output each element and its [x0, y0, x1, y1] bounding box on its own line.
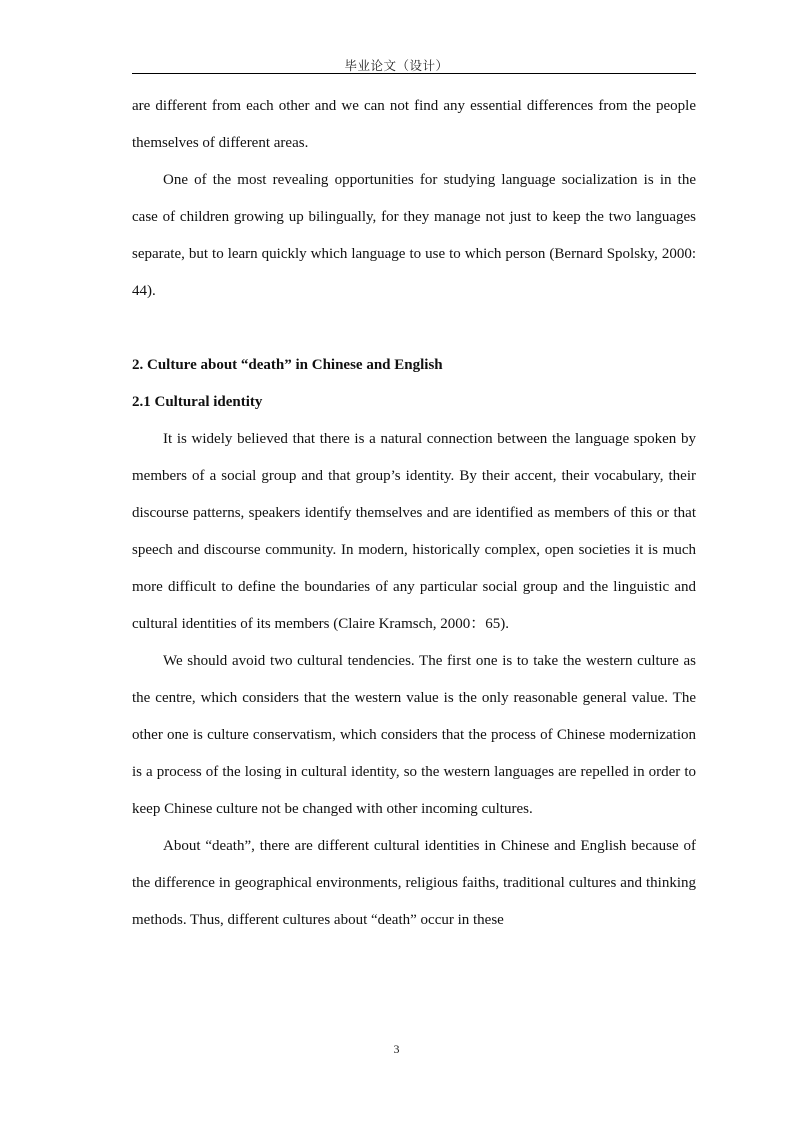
paragraph-tendencies: We should avoid two cultural tendencies. The first one is to take the western culture as the centre, which considers that the western value is the only reasonable general value. The other one is culture conservatism, which considers that the process of Chinese modernization is a process of the losing in cultural identity, so the western languages are repelled in order to keep Chinese culture not be changed with other incoming cultures. [132, 653, 696, 817]
page-number: 3 [393, 1042, 400, 1056]
header-divider [132, 73, 696, 74]
paragraph-death-culture: About “death”, there are different cultural identities in Chinese and English because of the difference in geographical environments, religious faiths, traditional cultures and thinking methods. Thus, different cultures about “death” occur in these [132, 838, 696, 928]
paragraph-identity: It is widely believed that there is a natural connection between the language spoken by members of a social group and that group’s identity. By their accent, their vocabulary, their discourse patterns, speakers identify themselves and are identified as members of this or that speech and discourse community. In modern, historically complex, open societies it is much more difficult to define the boundaries of any particular social group and the linguistic and cultural identities of its members (Claire Kramsch, 2000：65). [132, 431, 696, 632]
paragraph-bilingual: One of the most revealing opportunities for studying language socialization is in the case of children growing up bilingually, for they manage not just to keep the two languages separate, but to learn quickly which language to use to which person (Bernard Spolsky, 2000: 44). [132, 172, 696, 299]
page-body [132, 88, 696, 939]
page-header-title: 毕业论文（设计） [344, 59, 449, 73]
paragraph-continuation: are different from each other and we can not find any essential differences from the people themselves of different areas. [132, 98, 696, 151]
subsection-heading: 2.1 Cultural identity [132, 394, 263, 410]
section-gap [132, 310, 696, 347]
section-heading: 2. Culture about “death” in Chinese and English [132, 357, 443, 373]
